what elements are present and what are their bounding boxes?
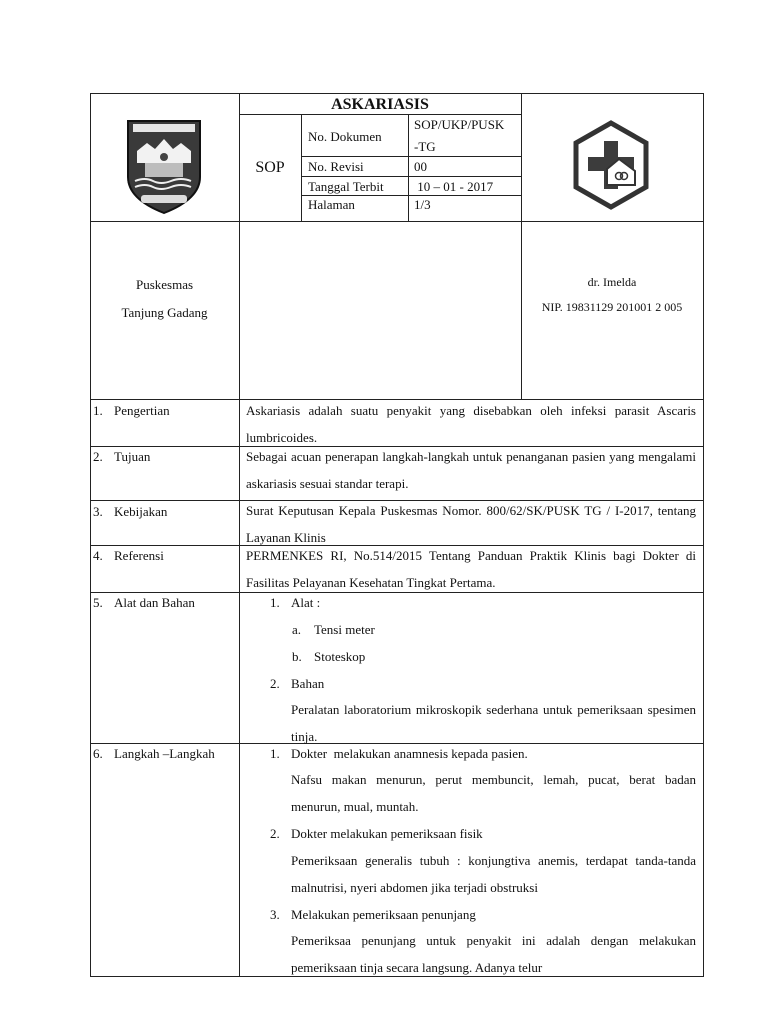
list-item-number: 2. [270, 676, 280, 691]
field-label-halaman: Halaman [308, 197, 355, 212]
org-name-line2: Tanjung Gadang [121, 305, 208, 320]
step-text: Dokter melakukan anamnesis kepada pasien. [291, 746, 528, 761]
list-item-number: a. [292, 622, 302, 637]
step-number: 2. [270, 826, 280, 841]
table-border-top [90, 93, 703, 94]
step-text: Melakukan pemeriksaan penunjang [291, 907, 476, 922]
field-label-tanggal-terbit: Tanggal Terbit [308, 179, 384, 194]
section-label-kebijakan: Kebijakan [114, 504, 168, 519]
section-text-referensi: PERMENKES RI, No.514/2015 Tentang Panduan Praktik Klinis bagi Dokter di Fasilitas Pelayanan Kesehatan Tingkat Pertama. [246, 548, 696, 590]
field-label-no-revisi: No. Revisi [308, 159, 364, 174]
section-label-referensi: Referensi [114, 548, 164, 563]
list-item-text: Alat : [291, 595, 321, 610]
field-row-divider [301, 176, 521, 177]
org-name-line1: Puskesmas [135, 277, 194, 292]
field-value-no-dokumen-cont: -TG [414, 139, 436, 154]
section-number: 6. [93, 746, 103, 761]
section-label-pengertian: Pengertian [114, 403, 170, 418]
step-number: 3. [270, 907, 280, 922]
step-detail-text: Nafsu makan menurun, perut membuncit, lemah, pucat, berat badan menurun, mual, muntah. [291, 772, 696, 814]
header-bottom-divider [90, 221, 703, 222]
regency-crest-icon [125, 119, 203, 215]
signer-nip: NIP. 19831129 201001 2 005 [541, 300, 683, 314]
section-label-tujuan: Tujuan [114, 449, 151, 464]
step-detail-text: Pemeriksaa penunjang untuk penyakit ini adalah dengan melakukan pemeriksaan tinja secara langsung. Adanya telur [291, 933, 696, 975]
section-text-kebijakan: Surat Keputusan Kepala Puskesmas Nomor. 800/62/SK/PUSK TG / I-2017, tentang Layanan Klinis [246, 503, 696, 545]
sop-col-divider [301, 114, 302, 221]
table-border-right [703, 93, 704, 977]
field-value-no-revisi: 00 [414, 159, 427, 174]
col-divider-right [521, 93, 522, 399]
field-value-divider [408, 114, 409, 221]
section-number: 5. [93, 595, 103, 610]
field-row-divider [301, 156, 521, 157]
field-value-halaman: 1/3 [414, 197, 431, 212]
section-label-langkah-langkah: Langkah –Langkah [114, 746, 215, 761]
list-item-text: Tensi meter [314, 622, 375, 637]
field-row-divider [301, 195, 521, 196]
list-item-number: 1. [270, 595, 280, 610]
list-item-text: Peralatan laboratorium mikroskopik sederhana untuk pemeriksaan spesimen tinja. [291, 702, 696, 744]
section-number: 3. [93, 504, 103, 519]
sop-label: SOP [255, 159, 285, 176]
section-number: 1. [93, 403, 103, 418]
step-detail-text: Pemeriksaan generalis tubuh : konjungtiva anemis, terdapat tanda-tanda malnutrisi, nyeri abdomen jika terjadi obstruksi [291, 853, 696, 895]
table-border-left [90, 93, 91, 977]
signer-name: dr. Imelda [587, 275, 637, 289]
field-value-tanggal-terbit: 10 – 01 - 2017 [414, 179, 494, 194]
list-item-number: b. [292, 649, 302, 664]
list-item-text: Stoteskop [314, 649, 366, 664]
title-row-divider [239, 114, 521, 115]
step-text: Dokter melakukan pemeriksaan fisik [291, 826, 483, 841]
section-number: 4. [93, 548, 103, 563]
document-title: ASKARIASIS [331, 96, 429, 113]
puskesmas-hexagon-logo-icon [571, 119, 651, 211]
field-value-no-dokumen: SOP/UKP/PUSK [414, 117, 505, 132]
section-text-pengertian: Askariasis adalah suatu penyakit yang disebabkan oleh infeksi parasit Ascaris lumbricoides. [246, 403, 696, 445]
field-label-no-dokumen: No. Dokumen [308, 129, 382, 144]
section-label-alat-dan-bahan: Alat dan Bahan [114, 595, 195, 610]
col-divider-left [239, 93, 240, 977]
step-number: 1. [270, 746, 280, 761]
section-number: 2. [93, 449, 103, 464]
list-item-text: Bahan [291, 676, 325, 691]
section-text-tujuan: Sebagai acuan penerapan langkah-langkah untuk penanganan pasien yang mengalami askariasis sesuai standar terapi. [246, 449, 696, 491]
